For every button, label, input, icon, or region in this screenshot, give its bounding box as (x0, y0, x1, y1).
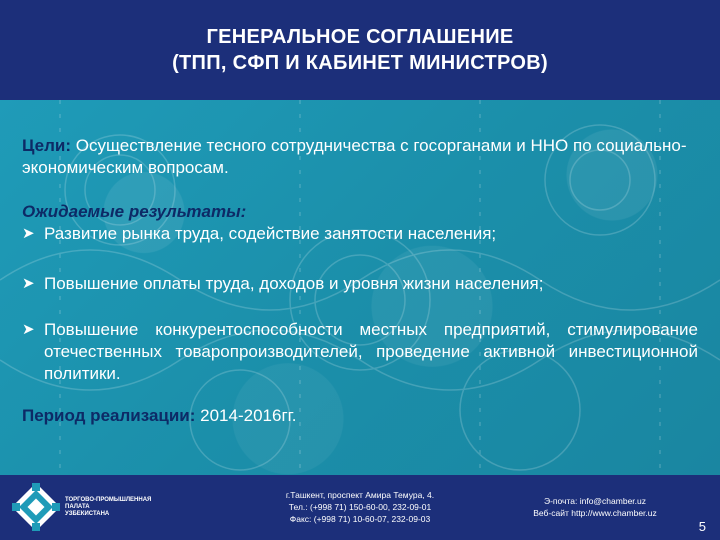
website-line[interactable]: Веб-сайт http://www.chamber.uz (533, 508, 657, 518)
list-item (22, 319, 698, 385)
list-item (22, 273, 698, 295)
goals-text: Осуществление тесного сотрудничества с госорганами и ННО по социально-экономическим вопросам. (22, 136, 687, 177)
slide-content (22, 135, 698, 442)
slide-header (0, 0, 720, 100)
contacts-block (505, 495, 685, 519)
logo-caption-line-2: ПАЛАТА (65, 504, 90, 510)
address-line: г.Ташкент, проспект Амира Темура, 4. (285, 490, 435, 500)
arrow-bullet-icon: ➤ (22, 275, 35, 292)
arrow-bullet-icon: ➤ (22, 321, 35, 338)
result-item-2: Повышение оплаты труда, доходов и уровня жизни населения; (44, 274, 544, 293)
title-line-2: (ТПП, СФП И КАБИНЕТ МИНИСТРОВ) (172, 52, 548, 74)
period-paragraph (22, 405, 698, 427)
result-item-1: Развитие рынка труда, содействие занятости населения; (44, 224, 497, 243)
email-line[interactable]: Э-почта: info@chamber.uz (543, 496, 647, 506)
phone-line: Тел.: (+998 71) 150-60-00, 232-09-01 (288, 502, 432, 512)
goals-label: Цели: (22, 136, 71, 155)
address-block (250, 489, 470, 525)
results-section (22, 201, 698, 385)
period-text: 2014-2016гг. (195, 406, 297, 425)
goals-paragraph (22, 135, 698, 179)
arrow-bullet-icon: ➤ (22, 225, 35, 242)
logo-caption-line-1: ТОРГОВО-ПРОМЫШЛЕННАЯ (65, 497, 152, 503)
content-panel (0, 100, 720, 475)
list-item (22, 223, 698, 245)
results-label: Ожидаемые результаты: (22, 202, 247, 221)
slide-footer (0, 475, 720, 540)
title-line-1: ГЕНЕРАЛЬНОЕ СОГЛАШЕНИЕ (206, 26, 514, 48)
result-item-3: Повышение конкурентоспособности местных предприятий, стимулирование отечественных товаропроизводителей, проведение активной инвестиционной политики. (44, 320, 698, 383)
fax-line: Факс: (+998 71) 10-60-07, 232-09-03 (289, 514, 431, 524)
period-label: Период реализации: (22, 406, 196, 425)
logo-caption-line-3: УЗБЕКИСТАНА (65, 511, 110, 517)
chamber-logo-icon (10, 481, 62, 533)
page-number: 5 (698, 519, 706, 534)
logo-caption (65, 497, 151, 518)
